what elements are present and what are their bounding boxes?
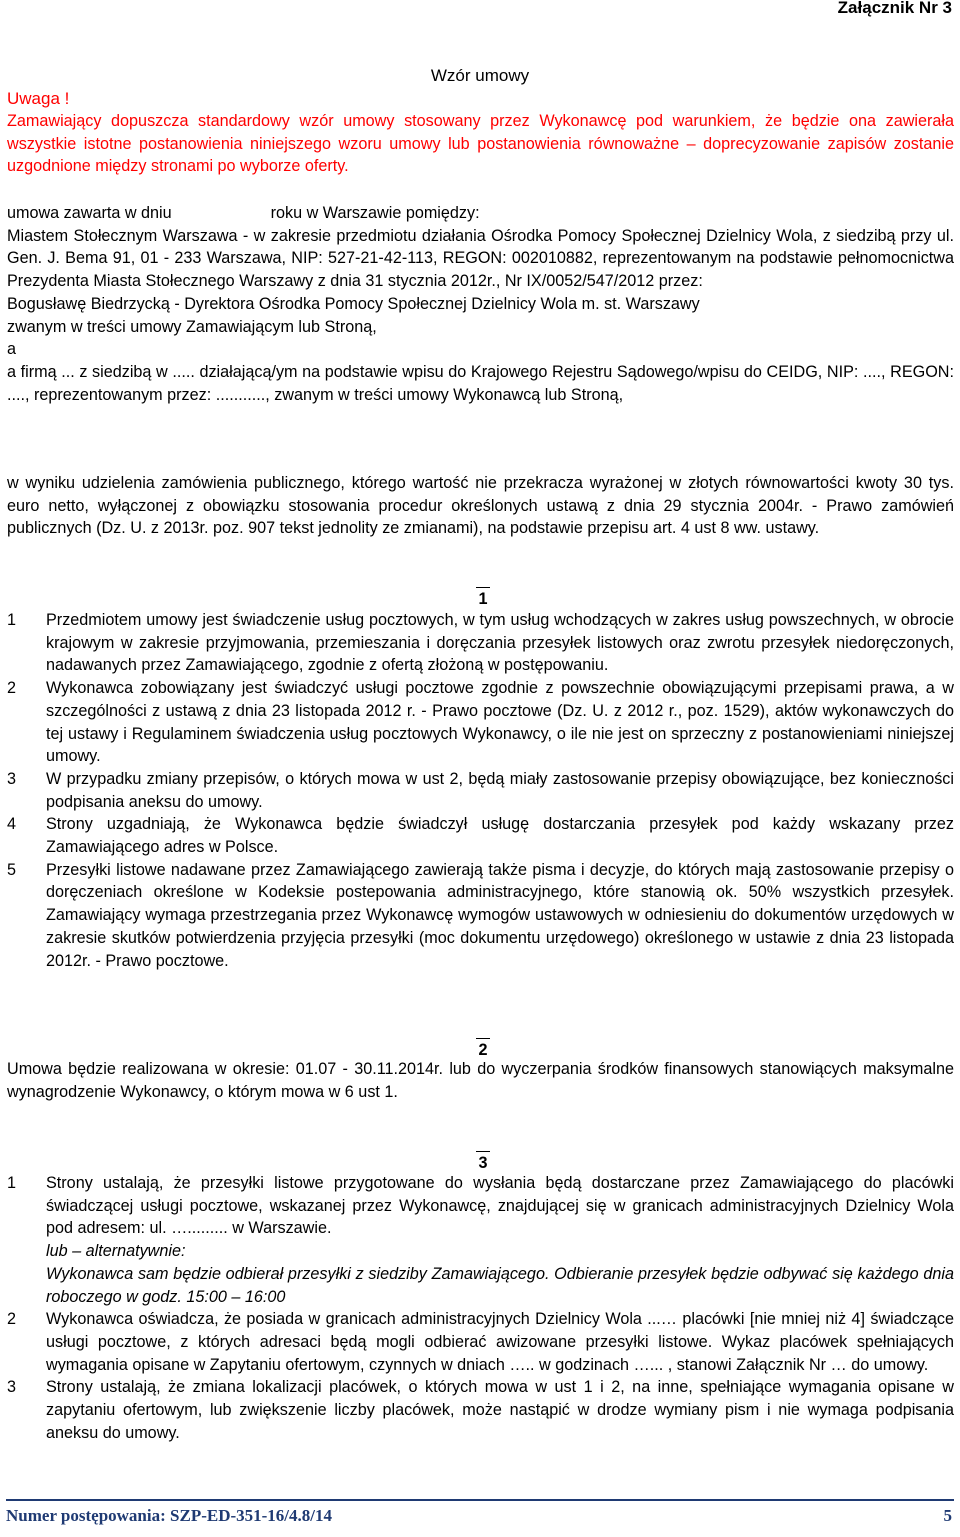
item-body [46, 1172, 954, 1308]
conjunction: a [7, 340, 17, 359]
item-text: Przedmiotem umowy jest świadczenie usług pocztowych, w tym usług wchodzących w zakres usług powszechnych, w obrocie krajowym w zakresie przyjmowania, przemieszania i doręczania przesyłek listowych oraz zwrotu przesyłek niedoręczonych, nadawanych przez Zamawiającego, zgodnie z ofertą złożoną w postępowaniu. [46, 611, 954, 675]
ordering-party-alias: zwanym w treści umowy Zamawiającym lub Stroną, [7, 317, 377, 336]
item-text: Strony uzgadniają, że Wykonawca będzie świadczył usługę dostarczania przesyłek pod każdy wskazany przez Zamawiającego adres w Polsce. [46, 815, 954, 857]
item-text: Strony ustalają, że przesyłki listowe przygotowane do wysłania będą dostarczane przez Zamawiającego do placówki świadczącej usługi pocztowe, wskazanej przez Wykonawcę, znajdującej się w granicach administracyjnych Dzielnicy Wola pod adresem: ul. …......... w Warszawie. [46, 1174, 954, 1238]
contract-date-line: umowa zawarta w dniu roku w Warszawie pomiędzy: [7, 204, 480, 222]
list-item [7, 768, 954, 813]
list-item [7, 1308, 954, 1376]
section-1-number: 1 [476, 587, 489, 610]
section-3-number: 3 [476, 1151, 489, 1174]
item-text: Przesyłki listowe nadawane przez Zamawiającego zawierają także pisma i decyzje, do których mają zastosowanie przepisy o doręczeniach określone w Kodeksie postepowania administracyjnego, które stanowią ok. 50% wszystkich przesyłek. Zamawiający wymaga przestrzegania przez Wykonawcę wymogów ustawowych w odniesieniu do dokumentów urzędowych w zakresie skutków potwierdzenia przyjęcia przesyłki (moc dokumentu urzędowego) określonego w ustawie z dnia 23 listopada 2012r. - Prawo pocztowe. [46, 860, 954, 970]
list-item [7, 677, 954, 768]
document-title: Wzór umowy [430, 66, 530, 85]
section-1-list [7, 609, 954, 972]
item-number: 1 [7, 1174, 17, 1192]
alternative-text: Wykonawca sam będzie odbierał przesyłki z siedziby Zamawiającego. Odbieranie przesyłek będzie odbywać się każdego dnia roboczego w godz. 15:00 – 16:00 [46, 1264, 954, 1306]
parties-block [7, 202, 954, 406]
section-2-number: 2 [476, 1038, 489, 1061]
warning-text: Zamawiający dopuszcza standardowy wzór umowy stosowany przez Wykonawcę pod warunkiem, że będzie ona zawierała wszystkie istotne postanowienia niniejszego wzoru umowy lub postanowienia równoważne – doprecyzowanie zapisów zostanie uzgodnione między stronami po wyborze oferty. [7, 112, 954, 176]
item-number: 5 [7, 860, 17, 879]
item-number: 2 [7, 1310, 17, 1329]
item-text: Wykonawca oświadcza, że posiada w granicach administracyjnych Dzielnicy Wola ...… placówki [nie mniej niż 4] świadczące usługi pocztowe, z których adresaci będą mogli odbierać awizowane przesyłki listowe. Wykaz placówek spełniających wymagania opisane w Zapytaniu ofertowym, czynnych w dniach ….. w godzinach …... , stanowi Załącznik Nr … do umowy. [46, 1310, 954, 1374]
item-number: 2 [7, 679, 17, 698]
procedure-number: Numer postępowania: SZP-ED-351-16/4.8/14 [6, 1506, 332, 1525]
item-number: 4 [7, 815, 17, 834]
page-footer [6, 1499, 954, 1531]
item-number: 3 [7, 769, 17, 788]
section-1-heading [0, 587, 960, 610]
list-item [7, 1376, 954, 1444]
item-text: W przypadku zmiany przepisów, o których mowa w ust 2, będą miały zastosowanie przepisy obowiązujące, bez konieczności podpisania aneksu do umowy. [46, 769, 954, 811]
contractor-description: a firmą ... z siedzibą w ..... działającą/ym na podstawie wpisu do Krajowego Rejestru Sądowego/wpisu do CEIDG, NIP: ...., REGON: ...., reprezentowanym przez: ..........., zwanym w treści umowy Wykonawcą lub Stroną, [7, 362, 954, 404]
warning-label: Uwaga ! [7, 89, 70, 108]
item-number: 1 [7, 611, 17, 629]
page-number: 5 [943, 1506, 952, 1525]
list-item [7, 859, 954, 973]
item-text: Strony ustalają, że zmiana lokalizacji placówek, o których mowa w ust 1 i 2, na inne, spełniające wymagania opisane w zapytaniu ofertowym, lub zwiększenie liczby placówek, może nastąpić w drodze wymiany pism i nie wymaga podpisania aneksu do umowy. [46, 1378, 954, 1442]
item-number: 3 [7, 1378, 17, 1397]
list-item [7, 609, 954, 677]
section-2-text: Umowa będzie realizowana w okresie: 01.07 - 30.11.2014r. lub do wyczerpania środków finansowych stanowiących maksymalne wynagrodzenie Wykonawcy, o którym mowa w 6 ust 1. [7, 1060, 954, 1101]
list-item [7, 813, 954, 858]
list-item [7, 1172, 954, 1308]
section-3-list [7, 1172, 954, 1444]
ordering-party-representative: Bogusławę Biedrzycką - Dyrektora Ośrodka Pomocy Społecznej Dzielnicy Wola m. st. Warszawy [7, 294, 700, 313]
preamble: w wyniku udzielenia zamówienia publicznego, którego wartość nie przekracza wyrażonej w złotych równowartości kwoty 30 tys. euro netto, wyłączonej z obowiązku stosowania procedur określonych ustawą z dnia 29 stycznia 2004r. - Prawo zamówień publicznych (Dz. U. z 2013r. poz. 907 tekst jednolity ze zmianami), na podstawie przepisu art. 4 ust 8 ww. ustawy. [7, 474, 954, 538]
item-text: Wykonawca zobowiązany jest świadczyć usługi pocztowe zgodnie z powszechnie obowiązującymi przepisami prawa, a w szczególności z ustawą z dnia 23 listopada 2012 r. - Prawo pocztowe (Dz. U. z 2012 r., poz. 1529), aktów wykonawczych do tej ustawy i Regulaminem świadczenia usług pocztowych Wykonawcy, o ile nie jest on sprzeczny z postanowieniami niniejszej umowy. [46, 679, 954, 766]
annex-label: Załącznik Nr 3 [837, 0, 952, 17]
alternative-label: lub – alternatywnie: [46, 1242, 186, 1261]
ordering-party-description: Miastem Stołecznym Warszawa - w zakresie przedmiotu działania Ośrodka Pomocy Społecznej Dzielnicy Wola, z siedzibą przy ul. Gen. J. Bema 91, 01 - 233 Warszawa, NIP: 527-21-42-113, REGON: 002010882, reprezentowanym na podstawie pełnomocnictwa Prezydenta Miasta Stołecznego Warszawy z dnia 31 stycznia 2012r., Nr IX/0052/547/2012 przez: [7, 226, 954, 291]
section-3-heading [0, 1151, 960, 1174]
